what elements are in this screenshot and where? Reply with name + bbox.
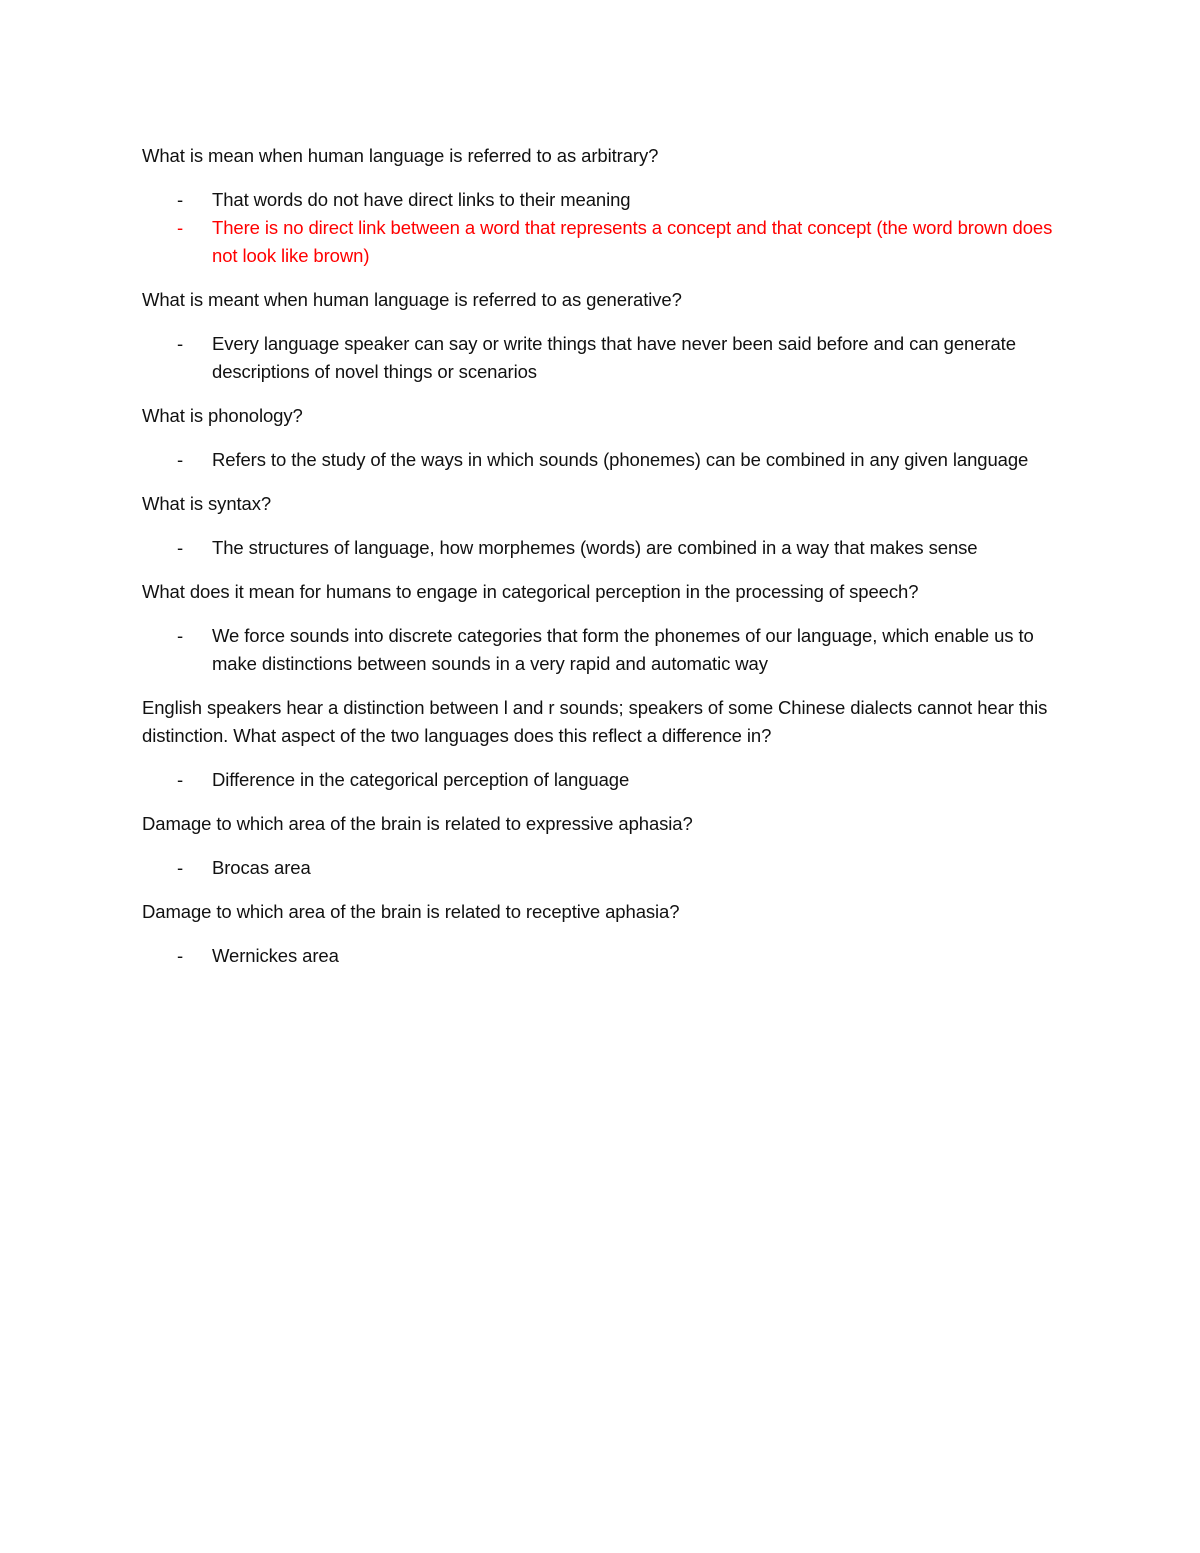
question-receptive-aphasia: Damage to which area of the brain is related to receptive aphasia?: [142, 901, 680, 922]
question-syntax: What is syntax?: [142, 493, 272, 514]
dash-bullet: -: [177, 333, 184, 354]
answer-item: [142, 854, 1062, 882]
dash-bullet: -: [177, 537, 184, 558]
question-l-r-distinction: English speakers hear a distinction between l and r sounds; speakers of some Chinese dialects cannot hear this distinction. What aspect of the two languages does this reflect a difference in?: [142, 697, 1048, 746]
answer-item: [142, 330, 1062, 386]
dash-bullet: -: [177, 945, 184, 966]
answer-text: We force sounds into discrete categories that form the phonemes of our language, which enable us to make distinctions between sounds in a very rapid and automatic way: [212, 625, 1034, 674]
answer-text: That words do not have direct links to their meaning: [212, 189, 631, 210]
answer-list: [142, 186, 1062, 270]
answer-list: [142, 942, 1062, 970]
answer-text: There is no direct link between a word that represents a concept and that concept (the word brown does not look like brown): [212, 217, 1053, 266]
answer-item: [142, 766, 1062, 794]
dash-bullet: -: [177, 189, 184, 210]
qa-block-arbitrary: [142, 142, 1062, 270]
question-generative: What is meant when human language is referred to as generative?: [142, 289, 682, 310]
answer-list: [142, 330, 1062, 386]
answer-list: [142, 766, 1062, 794]
answer-text: The structures of language, how morphemes (words) are combined in a way that makes sense: [212, 537, 978, 558]
dash-bullet: -: [177, 857, 184, 878]
dash-bullet: -: [177, 625, 184, 646]
qa-block-expressive-aphasia: [142, 810, 1062, 882]
answer-list: [142, 622, 1062, 678]
answer-text: Refers to the study of the ways in which sounds (phonemes) can be combined in any given language: [212, 449, 1029, 470]
answer-text: Every language speaker can say or write things that have never been said before and can generate descriptions of novel things or scenarios: [212, 333, 1016, 382]
answer-item: [142, 534, 1062, 562]
answer-item: [142, 186, 1062, 214]
answer-text: Wernickes area: [212, 945, 339, 966]
question-phonology: What is phonology?: [142, 405, 303, 426]
answer-text: Brocas area: [212, 857, 311, 878]
qa-block-syntax: [142, 490, 1062, 562]
answer-item: [142, 622, 1062, 678]
question-expressive-aphasia: Damage to which area of the brain is related to expressive aphasia?: [142, 813, 693, 834]
answer-item: [142, 942, 1062, 970]
document-body: [142, 142, 1062, 986]
qa-block-receptive-aphasia: [142, 898, 1062, 970]
dash-bullet: -: [177, 769, 184, 790]
qa-block-phonology: [142, 402, 1062, 474]
answer-item: [142, 446, 1062, 474]
dash-bullet: -: [177, 217, 184, 238]
answer-list: [142, 854, 1062, 882]
answer-text: Difference in the categorical perception of language: [212, 769, 630, 790]
dash-bullet: -: [177, 449, 184, 470]
answer-item-highlighted: [142, 214, 1062, 270]
question-arbitrary: What is mean when human language is referred to as arbitrary?: [142, 145, 659, 166]
qa-block-l-r-distinction: [142, 694, 1062, 794]
question-categorical-perception: What does it mean for humans to engage in categorical perception in the processing of speech?: [142, 581, 919, 602]
qa-block-categorical-perception: [142, 578, 1062, 678]
qa-block-generative: [142, 286, 1062, 386]
answer-list: [142, 446, 1062, 474]
answer-list: [142, 534, 1062, 562]
